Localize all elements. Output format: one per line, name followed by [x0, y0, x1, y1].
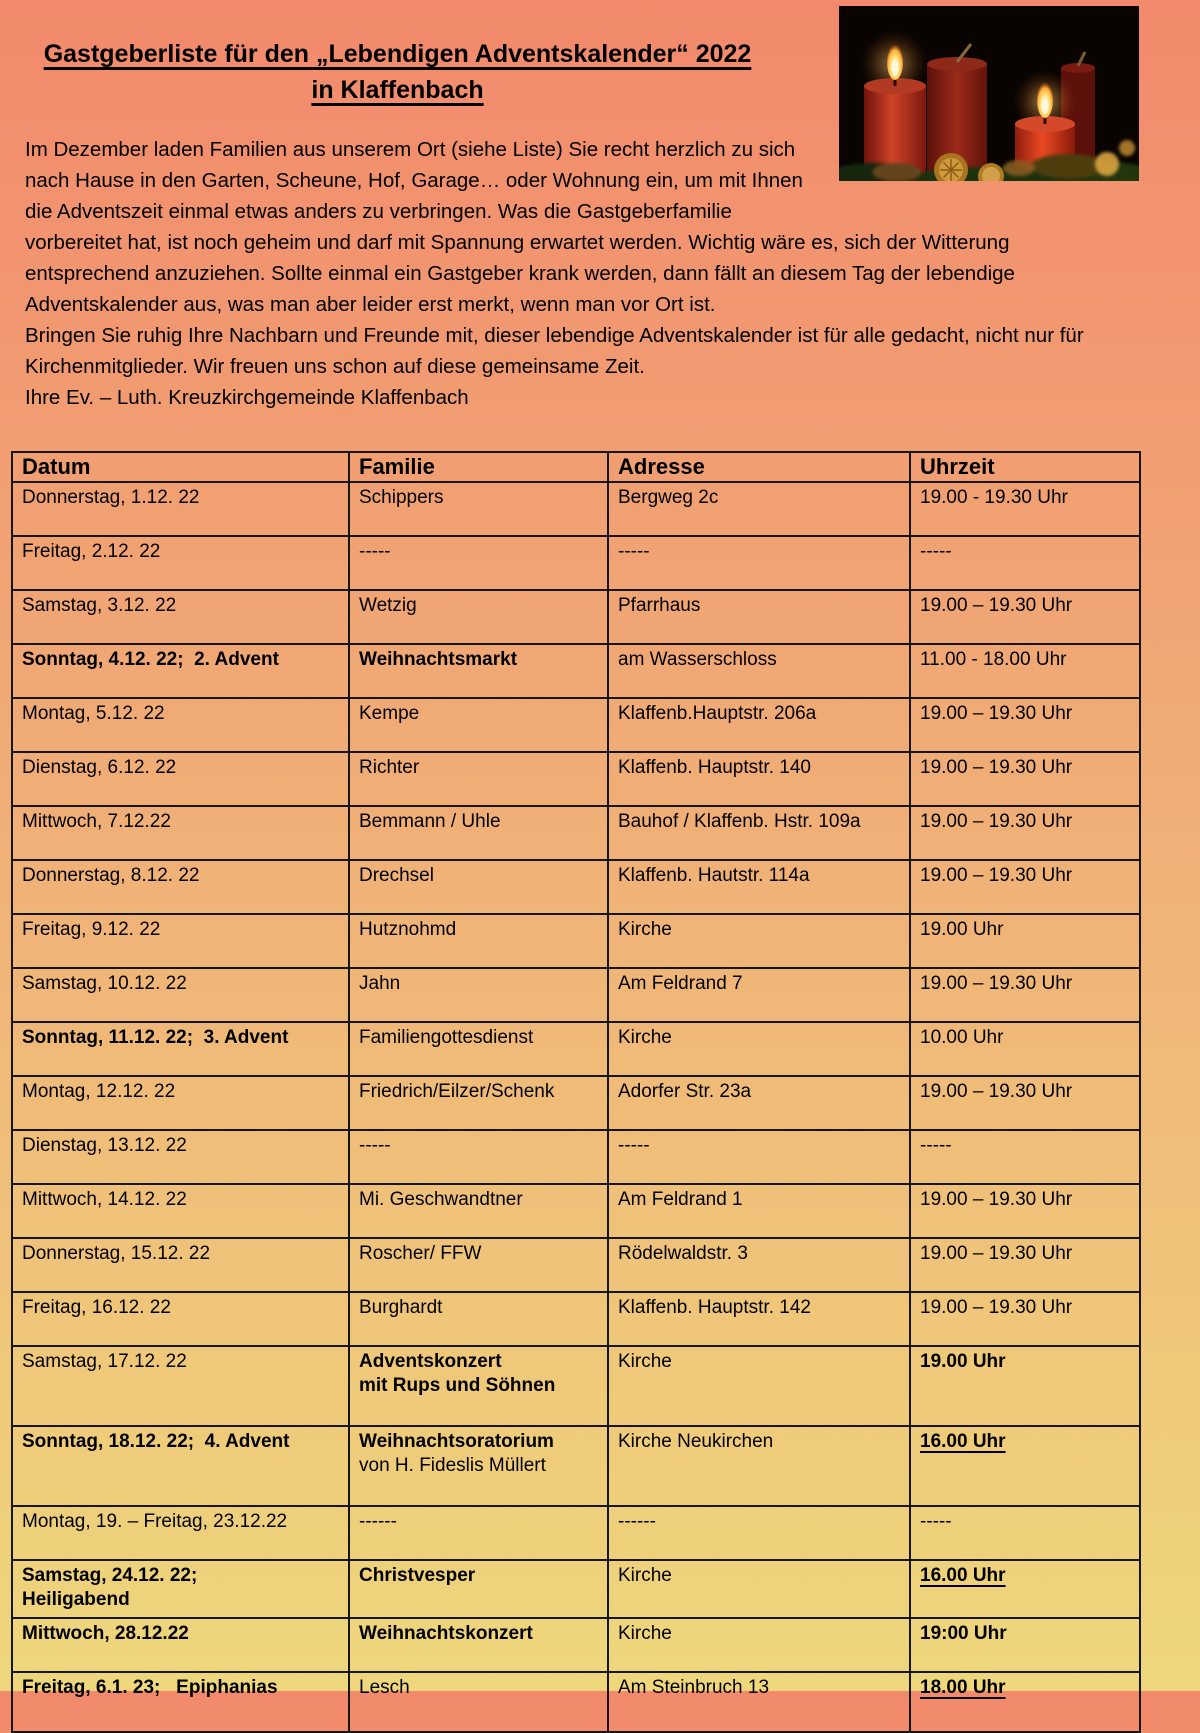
table-cell [349, 1426, 608, 1506]
table-cell [349, 1184, 608, 1238]
table-row [12, 806, 1140, 860]
table-cell [608, 968, 910, 1022]
cell-line: Donnerstag, 15.12. 22 [22, 1243, 211, 1264]
cell-line: Freitag, 6.1. 23; Epiphanias [22, 1677, 278, 1698]
table-cell [12, 1076, 349, 1130]
table-cell [608, 1426, 910, 1506]
cell-line: 19.00 Uhr [920, 919, 1004, 940]
table-cell [910, 1076, 1140, 1130]
table-cell [910, 698, 1140, 752]
table-cell [910, 914, 1140, 968]
table-cell [608, 1238, 910, 1292]
table-cell [910, 806, 1140, 860]
table-cell [608, 698, 910, 752]
table-cell [910, 968, 1140, 1022]
table-row [12, 914, 1140, 968]
table-cell [12, 860, 349, 914]
table-cell [910, 1238, 1140, 1292]
table-cell [12, 590, 349, 644]
cell-line: Richter [359, 757, 420, 778]
cell-line: Heiligabend [22, 1589, 130, 1610]
cell-line: ----- [920, 1511, 952, 1532]
table-cell [910, 1346, 1140, 1426]
table-cell [12, 968, 349, 1022]
cell-line: Christvesper [359, 1565, 476, 1586]
table-cell [910, 644, 1140, 698]
cell-line: 10.00 Uhr [920, 1027, 1004, 1048]
cell-line: Weihnachtsmarkt [359, 649, 518, 670]
cell-line: Am Feldrand 7 [618, 973, 743, 994]
cell-line: Montag, 12.12. 22 [22, 1081, 176, 1102]
table-cell [608, 1560, 910, 1618]
title-line-2: in Klaffenbach [311, 76, 484, 104]
table-cell [910, 1426, 1140, 1506]
table-cell [910, 1560, 1140, 1618]
table-cell [910, 1184, 1140, 1238]
table-cell [349, 860, 608, 914]
cell-line: 19.00 – 19.30 Uhr [920, 1081, 1073, 1102]
cell-line: ------ [359, 1511, 397, 1532]
cell-line: Freitag, 2.12. 22 [22, 541, 161, 562]
table-row [12, 1076, 1140, 1130]
intro-paragraph: Ihre Ev. – Luth. Kreuzkirchgemeinde Klaffenbach [25, 386, 469, 409]
table-cell [608, 1076, 910, 1130]
table-cell [12, 698, 349, 752]
table-cell [349, 1022, 608, 1076]
page-title [25, 36, 770, 108]
cell-line: 18.00 Uhr [920, 1677, 1006, 1698]
table-cell [608, 1618, 910, 1672]
table-cell [910, 752, 1140, 806]
table-cell [349, 644, 608, 698]
cell-line: Freitag, 9.12. 22 [22, 919, 161, 940]
table-cell [12, 482, 349, 536]
table-cell [349, 1672, 608, 1732]
table-cell [910, 1130, 1140, 1184]
table-row [12, 1506, 1140, 1560]
cell-line: Sonntag, 18.12. 22; 4. Advent [22, 1431, 290, 1452]
cell-line: Weihnachtskonzert [359, 1623, 533, 1644]
cell-line: Adventskonzert [359, 1351, 502, 1372]
cell-line: am Wasserschloss [618, 649, 777, 670]
table-cell [608, 482, 910, 536]
cell-line: Kirche [618, 919, 672, 940]
cell-line: ----- [618, 1135, 650, 1156]
cell-line: von H. Fideslis Müllert [359, 1455, 546, 1476]
cell-line: 19.00 – 19.30 Uhr [920, 757, 1073, 778]
table-cell [12, 1672, 349, 1732]
cell-line: Am Steinbruch 13 [618, 1677, 770, 1698]
cell-line: 16.00 Uhr [920, 1565, 1006, 1586]
table-cell [12, 1184, 349, 1238]
table-cell [349, 1618, 608, 1672]
table-cell [12, 914, 349, 968]
cell-line: Bemmann / Uhle [359, 811, 501, 832]
cell-line: Hutznohmd [359, 919, 457, 940]
table-cell [608, 752, 910, 806]
cell-line: mit Rups und Söhnen [359, 1375, 556, 1396]
cell-line: Samstag, 24.12. 22; [22, 1565, 198, 1586]
intro-paragraph: Bringen Sie ruhig Ihre Nachbarn und Freunde mit, dieser lebendige Adventskalender ist für alle gedacht, nicht nur für Kirchenmitglieder. Wir freuen uns schon auf diese gemeinsame Zeit. [25, 324, 1084, 378]
cell-line: ----- [618, 541, 650, 562]
cell-line: Adorfer Str. 23a [618, 1081, 752, 1102]
table-cell [12, 1130, 349, 1184]
table-cell [349, 1346, 608, 1426]
table-cell [910, 482, 1140, 536]
title-line-1: Gastgeberliste für den „Lebendigen Adventskalender“ 2022 [43, 40, 752, 68]
cell-line: ----- [920, 541, 952, 562]
table-cell [608, 1184, 910, 1238]
cell-line: Montag, 19. – Freitag, 23.12.22 [22, 1511, 288, 1532]
table-cell [349, 1292, 608, 1346]
table-cell [608, 1672, 910, 1732]
cell-line: Weihnachtsoratorium [359, 1431, 554, 1452]
intro-paragraph: Im Dezember laden Familien aus unserem Ort (siehe Liste) Sie recht herzlich zu sich nach Hause in den Garten, Scheune, Hof, Garage… oder Wohnung ein, um mit Ihnen die Adventszeit einmal etwas anders zu verbringen. Was die Gastgeberfamilie vorbereitet hat, ist noch geheim und darf mit Spannung erwartet werden. Wichtig wäre es, sich der Witterung entsprechend anzuziehen. Sollte einmal ein Gastgeber krank werden, dann fällt an diesem Tag der lebendige Adventskalender aus, was man aber leider erst merkt, wenn man vor Ort ist. [25, 138, 1015, 316]
table-row [12, 860, 1140, 914]
table-cell [12, 806, 349, 860]
cell-line: ------ [618, 1511, 656, 1532]
cell-line: Sonntag, 11.12. 22; 3. Advent [22, 1027, 289, 1048]
table-cell [910, 1022, 1140, 1076]
table-cell [349, 1560, 608, 1618]
column-header-adresse: Adresse [608, 452, 910, 482]
cell-line: Kirche [618, 1351, 672, 1372]
table-cell [349, 968, 608, 1022]
cell-line: Freitag, 16.12. 22 [22, 1297, 171, 1318]
table-cell [349, 698, 608, 752]
cell-line: Rödelwaldstr. 3 [618, 1243, 748, 1264]
cell-line: Mi. Geschwandtner [359, 1189, 523, 1210]
table-cell [12, 1346, 349, 1426]
table-cell [608, 860, 910, 914]
table-cell [608, 1346, 910, 1426]
cell-line: Bergweg 2c [618, 487, 719, 508]
cell-line: Klaffenb. Hautstr. 114a [618, 865, 810, 886]
table-cell [12, 1560, 349, 1618]
cell-line: 19.00 – 19.30 Uhr [920, 811, 1073, 832]
cell-line: Jahn [359, 973, 401, 994]
cell-line: Samstag, 3.12. 22 [22, 595, 177, 616]
cell-line: Dienstag, 13.12. 22 [22, 1135, 187, 1156]
cell-line: Mittwoch, 28.12.22 [22, 1623, 189, 1644]
cell-line: Samstag, 10.12. 22 [22, 973, 187, 994]
column-header-uhrzeit: Uhrzeit [910, 452, 1140, 482]
cell-line: Kirche [618, 1027, 672, 1048]
cell-line: Mittwoch, 14.12. 22 [22, 1189, 187, 1210]
cell-line: 19:00 Uhr [920, 1623, 1007, 1644]
table-row [12, 1130, 1140, 1184]
table-row [12, 1022, 1140, 1076]
advent-candles-illustration [839, 6, 1139, 181]
table-header-row [12, 452, 1140, 482]
table-row [12, 1238, 1140, 1292]
cell-line: Roscher/ FFW [359, 1243, 482, 1264]
cell-line: Klaffenb.Hauptstr. 206a [618, 703, 817, 724]
table-row [12, 1292, 1140, 1346]
table-cell [349, 536, 608, 590]
table-cell [12, 1618, 349, 1672]
table-cell [608, 914, 910, 968]
table-cell [608, 1130, 910, 1184]
table-cell [608, 806, 910, 860]
cell-line: Am Feldrand 1 [618, 1189, 743, 1210]
table-cell [349, 482, 608, 536]
table-cell [12, 1426, 349, 1506]
table-cell [12, 1506, 349, 1560]
table-cell [12, 1238, 349, 1292]
table-row [12, 1184, 1140, 1238]
cell-line: 19.00 Uhr [920, 1351, 1006, 1372]
cell-line: Wetzig [359, 595, 417, 616]
hosts-table [11, 451, 1141, 1733]
table-cell [349, 1506, 608, 1560]
cell-line: Pfarrhaus [618, 595, 701, 616]
column-header-datum: Datum [12, 452, 349, 482]
table-cell [910, 1618, 1140, 1672]
cell-line: Montag, 5.12. 22 [22, 703, 165, 724]
column-header-familie: Familie [349, 452, 608, 482]
cell-line: Friedrich/Eilzer/Schenk [359, 1081, 555, 1102]
cell-line: 19.00 – 19.30 Uhr [920, 1297, 1073, 1318]
advent-candles-image [839, 6, 1139, 181]
cell-line: Kirche [618, 1565, 672, 1586]
cell-line: Drechsel [359, 865, 434, 886]
cell-line: Bauhof / Klaffenb. Hstr. 109a [618, 811, 861, 832]
cell-line: Donnerstag, 1.12. 22 [22, 487, 200, 508]
cell-line: ----- [359, 1135, 391, 1156]
table-cell [910, 1672, 1140, 1732]
table-cell [910, 590, 1140, 644]
cell-line: 19.00 – 19.30 Uhr [920, 1243, 1073, 1264]
cell-line: Donnerstag, 8.12. 22 [22, 865, 200, 886]
cell-line: Klaffenb. Hauptstr. 140 [618, 757, 811, 778]
cell-line: 16.00 Uhr [920, 1431, 1006, 1452]
table-cell [349, 914, 608, 968]
table-body [12, 482, 1140, 1732]
table-cell [608, 1022, 910, 1076]
cell-line: 19.00 – 19.30 Uhr [920, 595, 1073, 616]
table-cell [608, 644, 910, 698]
cell-line: Burghardt [359, 1297, 443, 1318]
cell-line: 19.00 – 19.30 Uhr [920, 973, 1073, 994]
cell-line: Sonntag, 4.12. 22; 2. Advent [22, 649, 279, 670]
table-cell [349, 806, 608, 860]
cell-line: Schippers [359, 487, 444, 508]
cell-line: 19.00 - 19.30 Uhr [920, 487, 1068, 508]
table-cell [12, 1292, 349, 1346]
cell-line: ----- [920, 1135, 952, 1156]
table-row [12, 1346, 1140, 1426]
table-cell [910, 1506, 1140, 1560]
table-row [12, 536, 1140, 590]
table-row [12, 968, 1140, 1022]
table-cell [349, 1238, 608, 1292]
cell-line: Dienstag, 6.12. 22 [22, 757, 177, 778]
cell-line: Mittwoch, 7.12.22 [22, 811, 171, 832]
table-cell [608, 536, 910, 590]
table-row [12, 752, 1140, 806]
table-row [12, 482, 1140, 536]
cell-line: Kirche [618, 1623, 672, 1644]
table-row [12, 698, 1140, 752]
table-cell [349, 1076, 608, 1130]
table-cell [910, 1292, 1140, 1346]
table-cell [608, 1506, 910, 1560]
table-row [12, 1426, 1140, 1506]
table-cell [910, 860, 1140, 914]
cell-line: Kempe [359, 703, 420, 724]
cell-line: Kirche Neukirchen [618, 1431, 774, 1452]
cell-line: 19.00 – 19.30 Uhr [920, 703, 1073, 724]
table-row [12, 644, 1140, 698]
cell-line: 19.00 – 19.30 Uhr [920, 1189, 1073, 1210]
table-cell [12, 1022, 349, 1076]
table-cell [608, 590, 910, 644]
cell-line: 19.00 – 19.30 Uhr [920, 865, 1073, 886]
table-row [12, 1672, 1140, 1732]
cell-line: 11.00 - 18.00 Uhr [920, 649, 1067, 670]
table-cell [349, 752, 608, 806]
table-cell [12, 536, 349, 590]
table-row [12, 1560, 1140, 1618]
table-row [12, 590, 1140, 644]
cell-line: Lesch [359, 1677, 410, 1698]
cell-line: ----- [359, 541, 391, 562]
table-cell [349, 1130, 608, 1184]
table-cell [910, 536, 1140, 590]
cell-line: Samstag, 17.12. 22 [22, 1351, 187, 1372]
table-cell [12, 752, 349, 806]
table-cell [608, 1292, 910, 1346]
table-cell [12, 644, 349, 698]
table-cell [349, 590, 608, 644]
cell-line: Familiengottesdienst [359, 1027, 534, 1048]
table-row [12, 1618, 1140, 1672]
cell-line: Klaffenb. Hauptstr. 142 [618, 1297, 811, 1318]
